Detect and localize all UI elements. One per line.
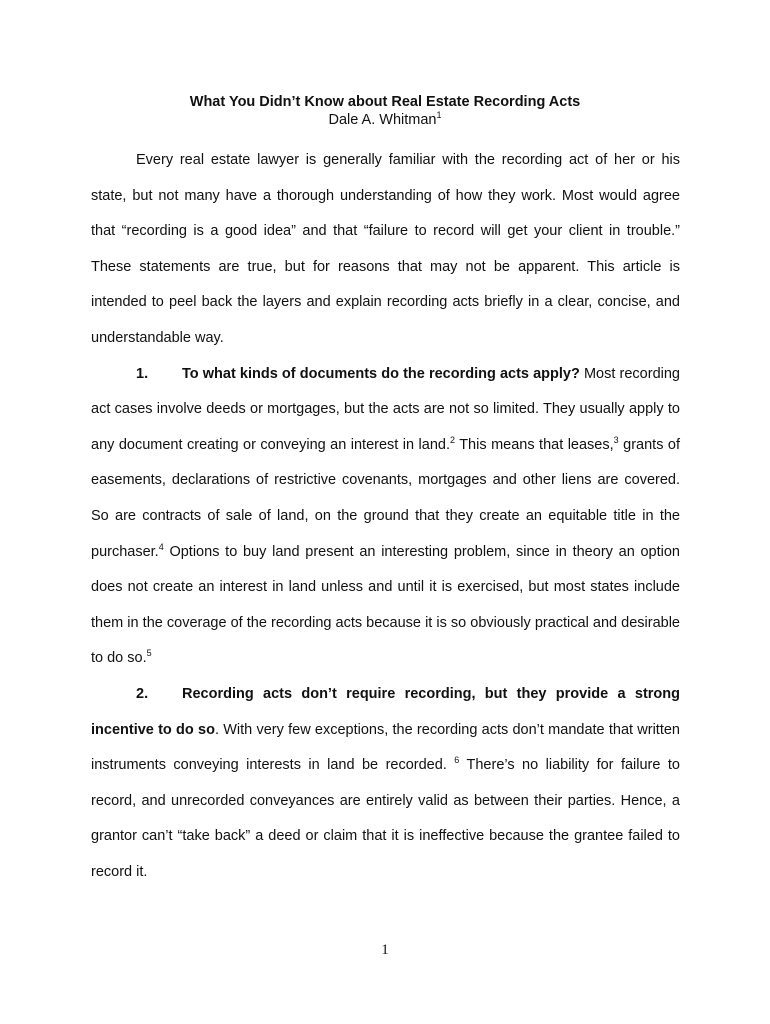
footnote-ref-3[interactable]: 3 [613, 434, 619, 445]
page-number: 1 [381, 942, 389, 958]
footnote-ref-1[interactable]: 1 [436, 110, 442, 121]
section-1-number: 1. [136, 365, 149, 382]
intro-paragraph: Every real estate lawyer is generally familiar with the recording act of her or his state, but not many have a thorough understanding of how they work. Most would agree that “recording is a good idea” and that “failure to record will get your client in trouble.” These statements are true, but for reasons that may not be apparent. This article is intended to peel back the layers and explain recording acts briefly in a clear, concise, and understandable way. [91, 152, 680, 346]
section-1-text-a: Most recording act cases involve deeds or mortgages, but the acts are not so limited. They usually apply to any document creating or conveying an interest in land. [91, 365, 680, 453]
footnote-ref-6[interactable]: 6 [454, 755, 460, 766]
section-2-text-b: There’s no liability for failure to record, and unrecorded conveyances are entirely valid as between their parties. Hence, a grantor can’t “take back” a deed or claim that it is ineffective because the grantee failed to record it. [91, 757, 680, 880]
section-1-heading: To what kinds of documents do the recording acts apply? [182, 365, 580, 382]
footnote-ref-2[interactable]: 2 [449, 434, 455, 445]
author-line [0, 111, 770, 129]
footnote-ref-5[interactable]: 5 [146, 648, 152, 659]
section-2-text-a: . With very few exceptions, the recording acts don’t mandate that written instruments conveying interests in land be recorded. [91, 721, 680, 774]
section-2-number: 2. [136, 685, 149, 702]
section-1-text-d: Options to buy land present an interesting problem, since in theory an option does not create an interest in land unless and until it is exercised, but most states include them in the coverage of the recording acts because it is so obviously practical and desirable to do so. [91, 543, 680, 667]
document-body [91, 143, 680, 890]
section-1-paragraph [91, 357, 680, 677]
author-name: Dale A. Whitman [328, 112, 437, 128]
section-1-text-b: This means that leases, [455, 436, 614, 453]
section-1-text-c: grants of easements, declarations of restrictive covenants, mortgages and other liens are covered. So are contracts of sale of land, on the ground that they create an equitable title in the purchaser. [91, 436, 680, 560]
footnote-ref-4[interactable]: 4 [158, 541, 164, 552]
document-title: What You Didn’t Know about Real Estate Recording Acts [189, 94, 581, 110]
section-2-paragraph [91, 677, 680, 891]
section-2-heading: Recording acts don’t require recording, but they provide a strong incentive to do so [91, 685, 680, 738]
